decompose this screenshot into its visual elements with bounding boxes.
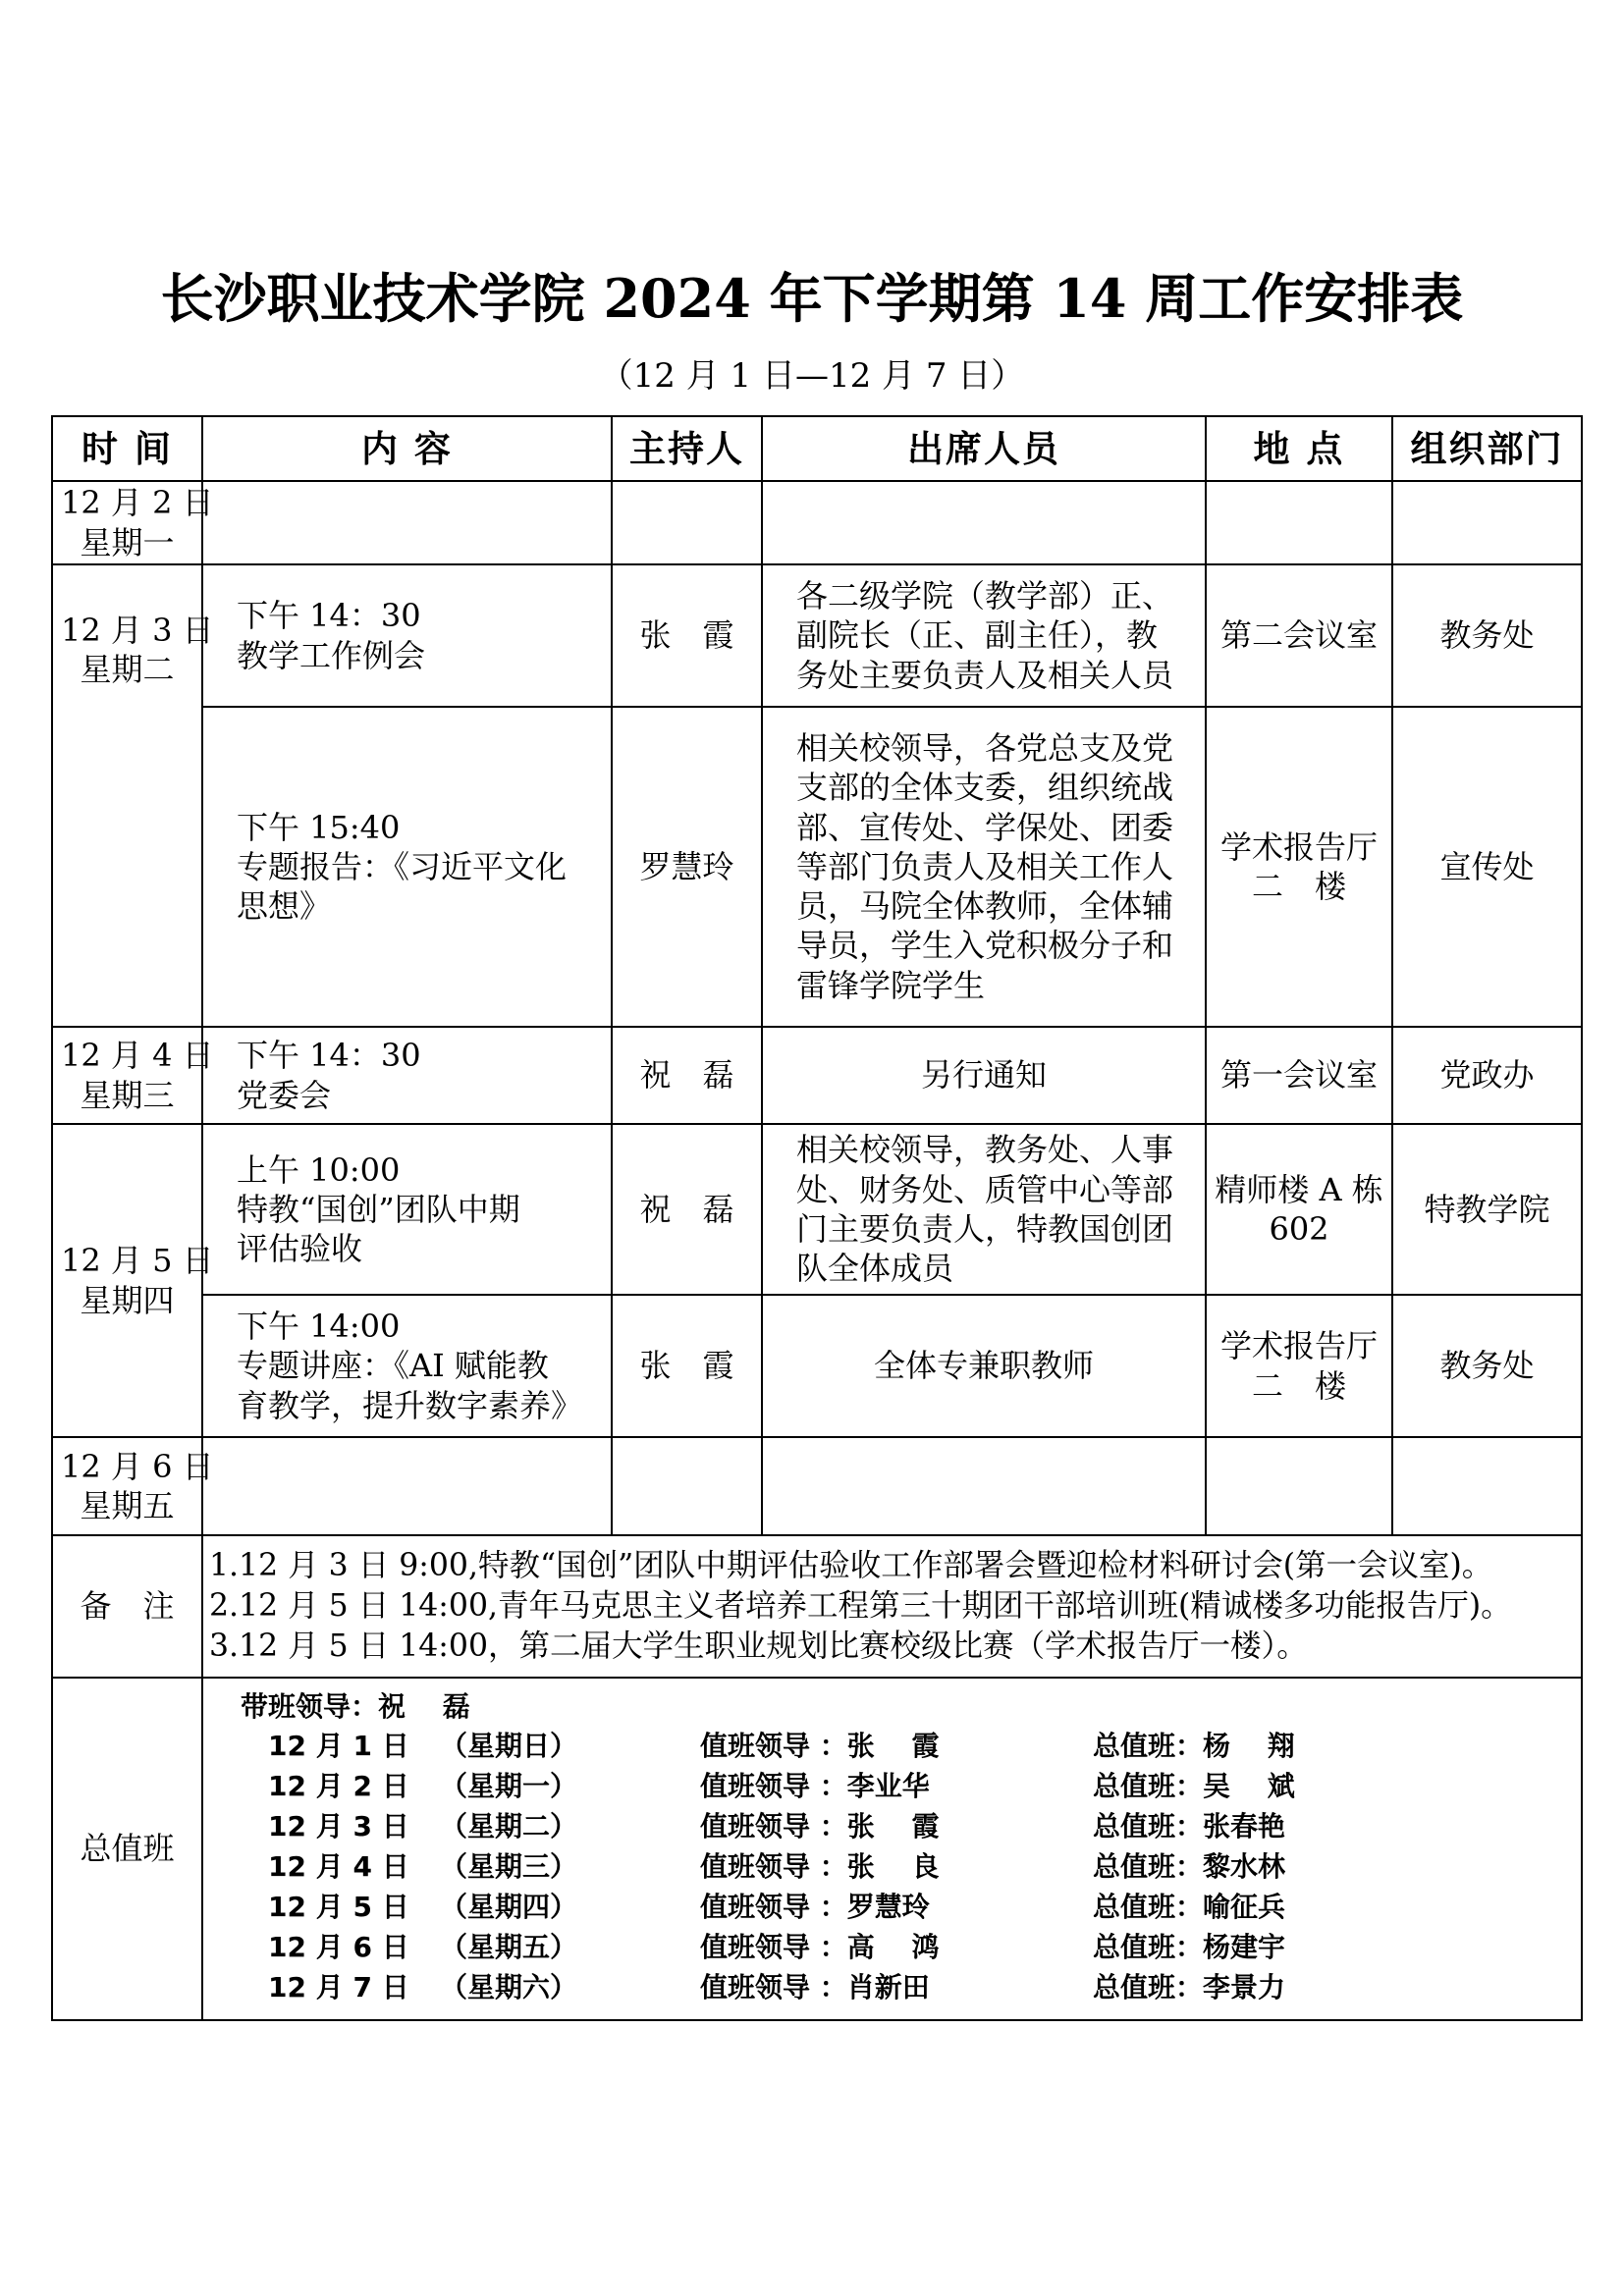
event-content [202, 707, 612, 1027]
event-department: 特教学院 [1392, 1124, 1582, 1295]
event-attendees [762, 1295, 1206, 1437]
event-department: 党政办 [1392, 1027, 1582, 1124]
day-weekday: 星期三 [80, 1076, 175, 1114]
event-department: 教务处 [1392, 564, 1582, 707]
event-attendees [762, 1027, 1206, 1124]
event-title: 党委会 [237, 1076, 332, 1114]
duty-date: 12 月 1 日 [268, 1729, 409, 1762]
day-weekday: 星期二 [80, 651, 175, 689]
day-date: 12 月 3 日 [61, 612, 214, 649]
table-row [52, 1295, 1582, 1437]
event-location [1206, 1295, 1392, 1437]
duty-label: 总值班 [52, 1678, 202, 2020]
duty-leader: 值班领导 ：张 霞 [700, 1729, 940, 1762]
event-department: 教务处 [1392, 1295, 1582, 1437]
event-content [202, 564, 612, 707]
location-line: 第二会议室 [1219, 616, 1378, 655]
duty-leader: 值班领导 ：张 霞 [700, 1809, 940, 1842]
attendee-line: 支部的全体支委，组织统战 [796, 769, 1174, 807]
day-weekday: 星期五 [80, 1487, 175, 1524]
duty-chief: 总值班：黎水林 [1093, 1849, 1286, 1883]
event-host: 张 霞 [612, 564, 762, 707]
note-line: 2.12 月 5 日 14:00,青年马克思主义者培养工程第三十期团干部培训班(精诚楼多功能报告厅)。 [209, 1587, 1512, 1624]
attendee-line: 各二级学院（教学部）正、 [796, 577, 1174, 615]
event-title: 特教“国创”团队中期 [237, 1190, 520, 1228]
event-time: 下午 14:00 [237, 1308, 401, 1346]
day-date: 12 月 6 日 [61, 1447, 214, 1485]
attendee-line: 全体专兼职教师 [873, 1347, 1094, 1385]
event-location [1206, 1027, 1392, 1124]
event-location [1206, 707, 1392, 1027]
duty-chief: 总值班：张春艳 [1093, 1809, 1286, 1842]
empty-cell [202, 1437, 612, 1535]
attendee-line: 部、宣传处、学保处、团委 [796, 808, 1174, 846]
attendee-line: 处、财务处、质管中心等部 [796, 1170, 1174, 1208]
event-content [202, 1027, 612, 1124]
day-cell-thu [52, 1124, 214, 1437]
event-time: 上午 10:00 [237, 1150, 401, 1189]
day-cell-tue [52, 564, 214, 1027]
location-line: 602 [1269, 1210, 1329, 1248]
event-attendees [762, 707, 1206, 1027]
duty-weekday: （星期一） [440, 1769, 578, 1802]
event-title: 专题讲座：《AI 赋能教 [237, 1347, 549, 1385]
duty-date: 12 月 2 日 [268, 1769, 409, 1802]
location-line: 精师楼 A 栋 [1215, 1170, 1383, 1208]
event-time: 下午 14：30 [237, 597, 421, 635]
duty-leader: 值班领导 ：高 鸿 [700, 1930, 940, 1963]
day-cell-fri [52, 1437, 214, 1535]
event-title: 思想》 [237, 887, 332, 926]
attendee-line: 门主要负责人，特教国创团 [796, 1210, 1174, 1248]
date-range-subtitle: （12 月 1 日—12 月 7 日） [599, 356, 1025, 396]
duty-date: 12 月 4 日 [268, 1849, 409, 1883]
day-date: 12 月 5 日 [61, 1242, 214, 1280]
duty-chief: 总值班：吴 斌 [1093, 1769, 1295, 1802]
duty-leader: 值班领导 ：李业华 [700, 1769, 930, 1802]
empty-cell [762, 1437, 1206, 1535]
event-title: 专题报告：《习近平文化 [237, 847, 568, 885]
duty-weekday: （星期三） [440, 1849, 578, 1883]
note-line: 3.12 月 5 日 14:00，第二届大学生职业规划比赛校级比赛（学术报告厅一楼）。 [209, 1628, 1308, 1664]
day-cell-wed [52, 1027, 214, 1124]
event-host: 张 霞 [612, 1295, 762, 1437]
duty-weekday: （星期四） [440, 1890, 578, 1923]
table-row [52, 564, 1582, 707]
empty-cell [1206, 1437, 1392, 1535]
empty-cell [1392, 481, 1582, 564]
event-title: 教学工作例会 [237, 636, 426, 674]
column-header-content: 内 容 [202, 416, 612, 481]
attendee-line: 另行通知 [920, 1056, 1047, 1095]
schedule-table [51, 415, 1583, 2021]
duty-weekday: （星期六） [440, 1970, 578, 2003]
event-host: 罗慧玲 [612, 707, 762, 1027]
empty-cell [202, 481, 612, 564]
location-line: 第一会议室 [1219, 1056, 1378, 1095]
notes-row [52, 1535, 1582, 1678]
day-weekday: 星期四 [80, 1281, 175, 1319]
location-line: 二 楼 [1251, 868, 1346, 905]
column-header-department: 组织部门 [1392, 416, 1582, 481]
empty-cell [1392, 1437, 1582, 1535]
duty-weekday: （星期二） [440, 1809, 578, 1842]
empty-cell [762, 481, 1206, 564]
day-weekday: 星期一 [80, 523, 175, 561]
duty-date: 12 月 5 日 [268, 1890, 409, 1923]
column-header-host: 主持人 [612, 416, 762, 481]
attendee-line: 雷锋学院学生 [796, 966, 986, 1004]
notes-label: 备 注 [52, 1535, 202, 1678]
location-line: 二 楼 [1251, 1366, 1346, 1405]
day-date: 12 月 2 日 [61, 484, 214, 522]
duty-weekday: （星期五） [440, 1930, 578, 1963]
day-date: 12 月 4 日 [61, 1037, 214, 1075]
event-time: 下午 14：30 [237, 1037, 421, 1075]
attendee-line: 队全体成员 [796, 1250, 954, 1288]
empty-cell [1206, 481, 1392, 564]
table-row [52, 1437, 1582, 1535]
duty-date: 12 月 6 日 [268, 1930, 409, 1963]
day-cell-mon [52, 481, 214, 564]
duty-leader: 值班领导 ：张 良 [700, 1849, 940, 1883]
empty-cell [612, 481, 762, 564]
attendee-line: 等部门负责人及相关工作人 [796, 847, 1174, 885]
duty-chief: 总值班：李景力 [1093, 1970, 1286, 2003]
column-header-attendees: 出席人员 [762, 416, 1206, 481]
event-title: 评估验收 [237, 1230, 363, 1268]
table-row [52, 1027, 1582, 1124]
event-department: 宣传处 [1392, 707, 1582, 1027]
table-row [52, 1124, 1582, 1295]
location-line: 学术报告厅 [1219, 828, 1378, 866]
note-line: 1.12 月 3 日 9:00,特教“国创”团队中期评估验收工作部署会暨迎检材料研讨会(第一会议室)。 [209, 1548, 1493, 1583]
event-attendees [762, 564, 1206, 707]
page-title: 长沙职业技术学院 2024 年下学期第 14 周工作安排表 [160, 267, 1464, 330]
location-line: 学术报告厅 [1219, 1327, 1378, 1365]
duty-row [52, 1678, 1582, 2020]
event-location [1206, 564, 1392, 707]
duty-leader: 值班领导 ：罗慧玲 [700, 1890, 930, 1923]
duty-roster [202, 1678, 1582, 2020]
event-content [202, 1295, 612, 1437]
duty-chief: 总值班：杨 翔 [1093, 1729, 1295, 1762]
table-row [52, 707, 1582, 1027]
event-content [202, 1124, 612, 1295]
duty-date: 12 月 3 日 [268, 1809, 409, 1842]
duty-chief: 总值班：杨建宇 [1093, 1930, 1286, 1963]
attendee-line: 务处主要负责人及相关人员 [796, 656, 1174, 694]
duty-leader: 值班领导 ：肖新田 [700, 1970, 930, 2003]
duty-date: 12 月 7 日 [268, 1970, 409, 2003]
duty-grid [233, 1726, 1581, 2007]
column-header-location: 地 点 [1206, 416, 1392, 481]
attendee-line: 副院长（正、副主任），教 [796, 616, 1159, 655]
event-attendees [762, 1124, 1206, 1295]
event-title: 育教学，提升数字素养》 [237, 1386, 583, 1424]
column-header-time: 时 间 [52, 416, 202, 481]
event-location [1206, 1124, 1392, 1295]
attendee-line: 相关校领导，各党总支及党 [796, 728, 1174, 767]
duty-lead-leader: 带班领导：祝 磊 [241, 1689, 470, 1723]
attendee-line: 相关校领导，教务处、人事 [796, 1131, 1174, 1169]
duty-weekday: （星期日） [440, 1729, 578, 1762]
empty-cell [612, 1437, 762, 1535]
table-row [52, 481, 1582, 564]
attendee-line: 导员，学生入党积极分子和 [796, 927, 1174, 965]
event-host: 祝 磊 [612, 1027, 762, 1124]
event-host: 祝 磊 [612, 1124, 762, 1295]
header-row [52, 416, 1582, 481]
notes-content [202, 1535, 1582, 1678]
event-time: 下午 15:40 [237, 808, 401, 846]
duty-chief: 总值班：喻征兵 [1093, 1890, 1286, 1923]
attendee-line: 员，马院全体教师，全体辅 [796, 887, 1174, 926]
